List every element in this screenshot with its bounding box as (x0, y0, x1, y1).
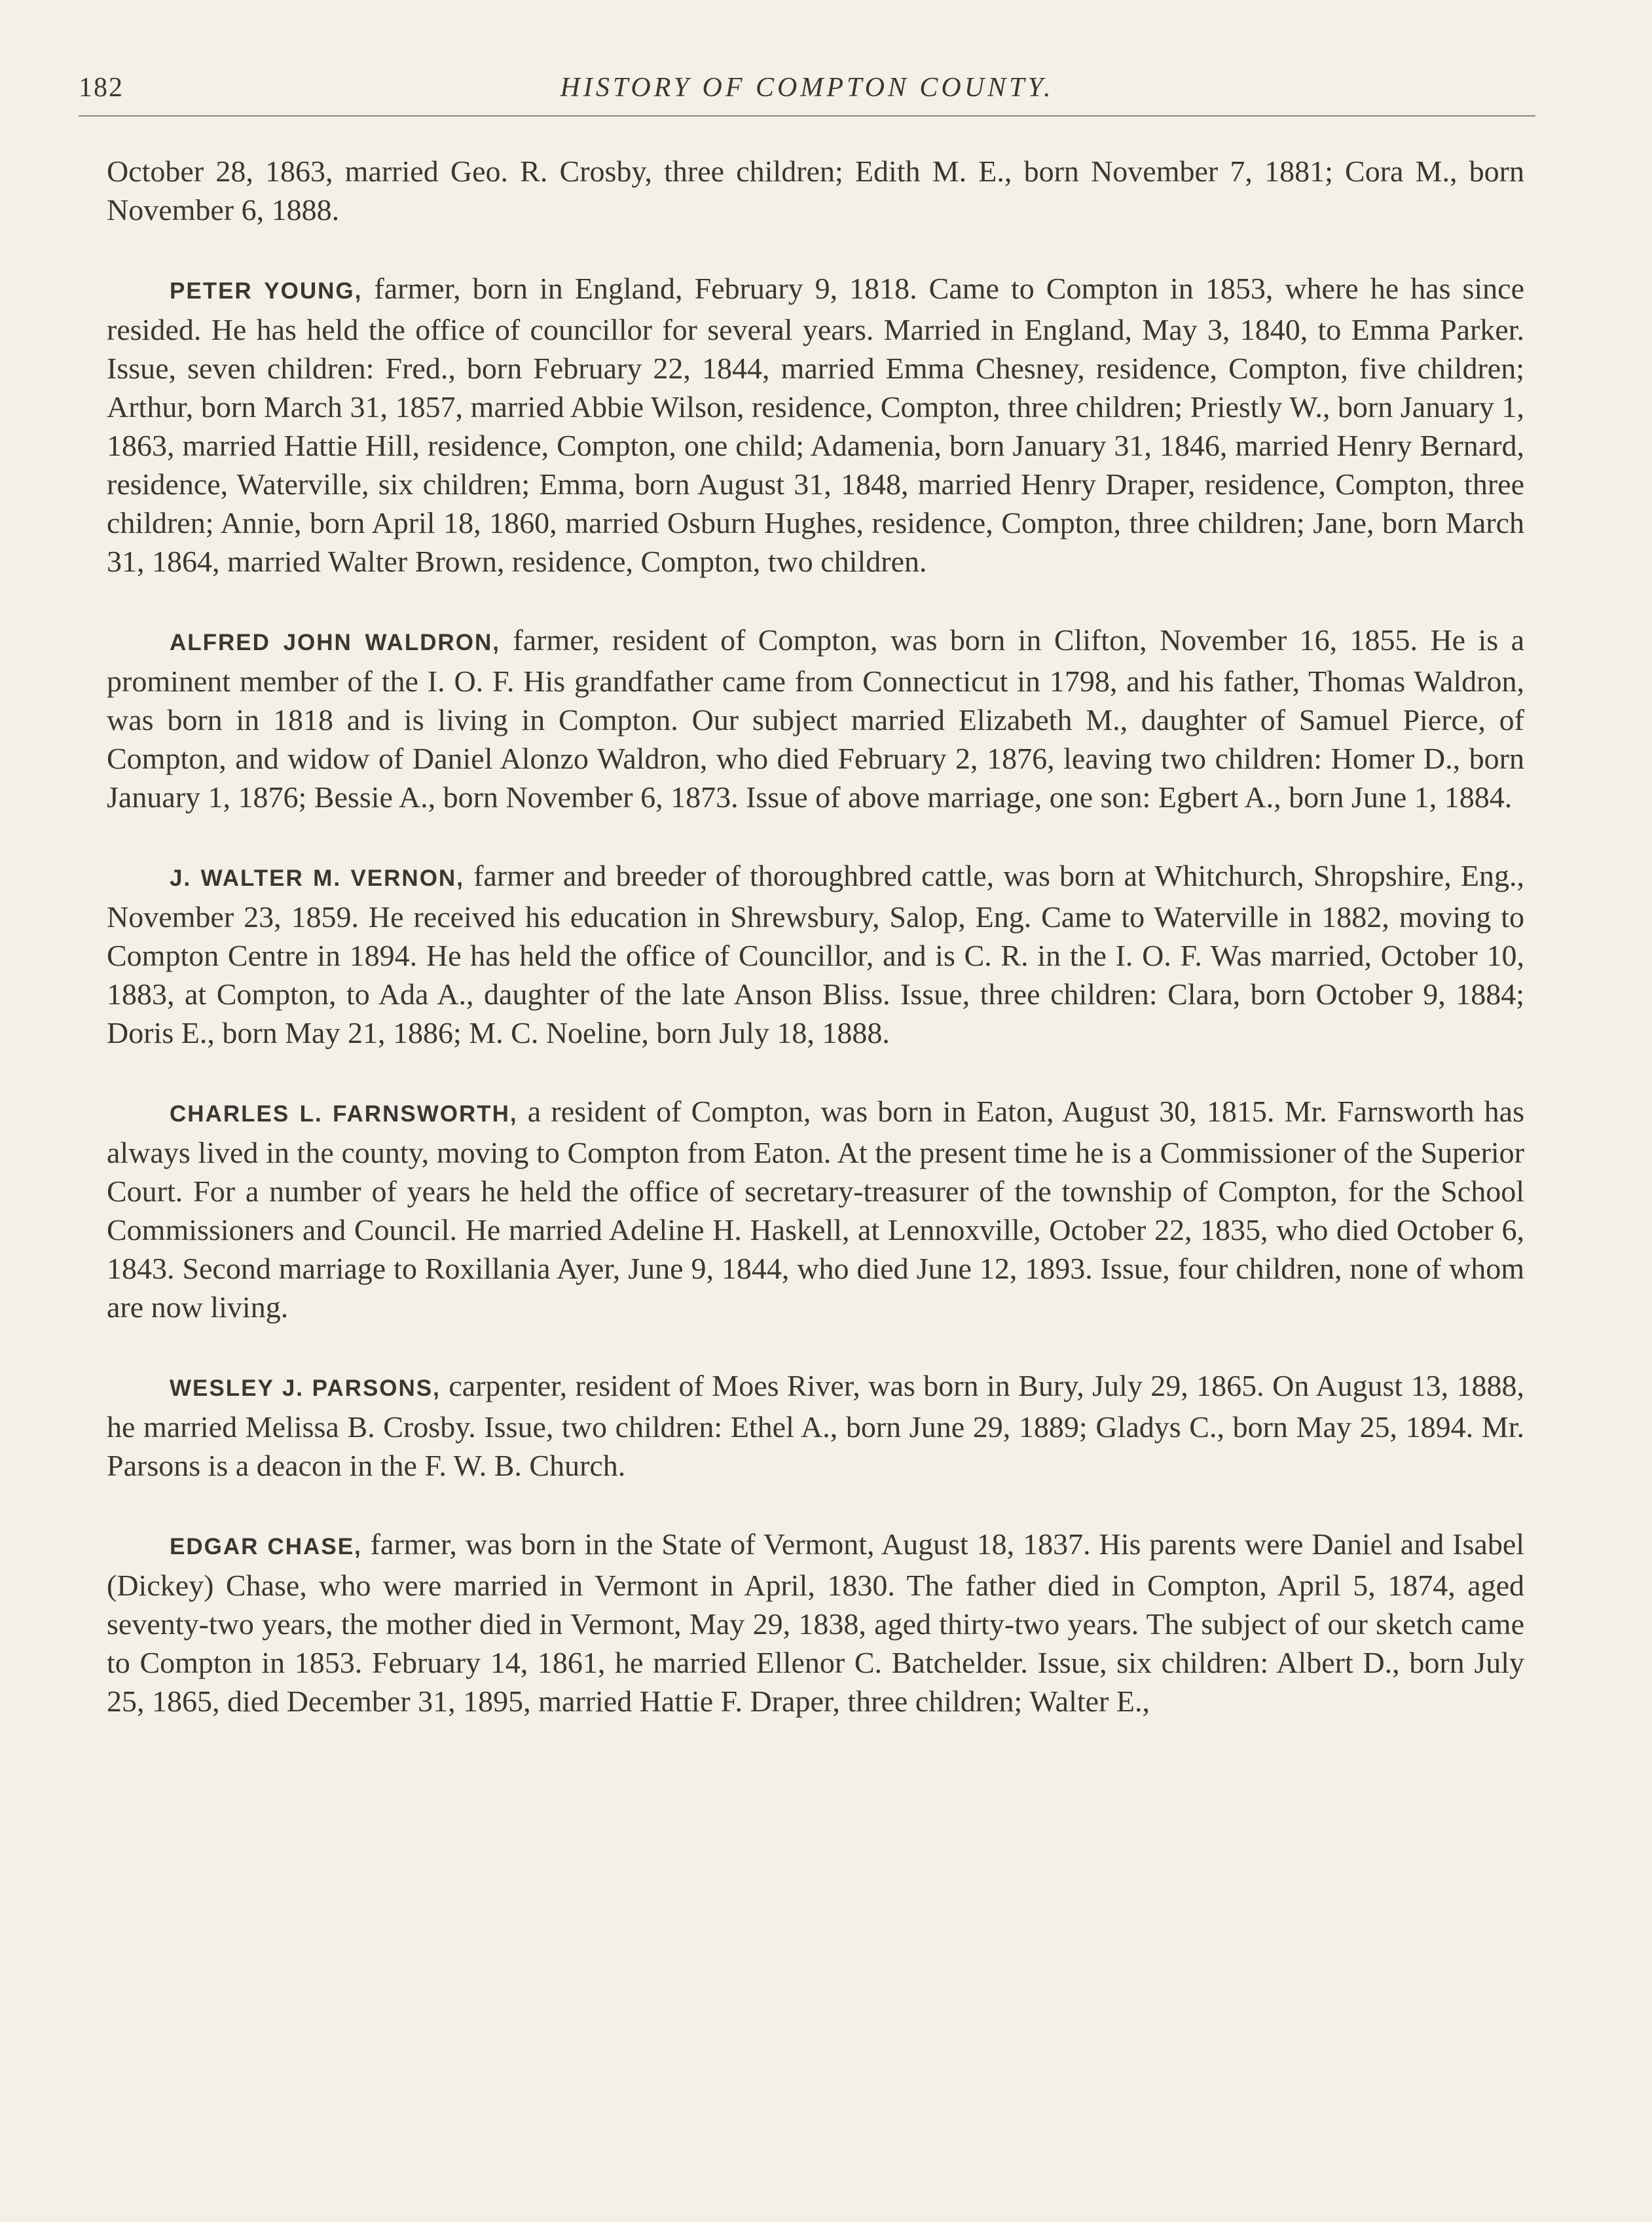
entry-text: farmer and breeder of thoroughbred cattle, was born at Whitchurch, Shropshire, Eng., November 23, 1859. He received his education in Shrewsbury, Salop, Eng. Came to Waterville in 1882, moving to Compton Centre in 1894. He has held the office of Councillor, and is C. R. in the I. O. F. Was married, October 10, 1883, at Compton, to Ada A., daughter of the late Anson Bliss. Issue, three children: Clara, born October 9, 1884; Doris E., born May 21, 1886; M. C. Noeline, born July 18, 1888. (107, 859, 1525, 1049)
entry-text: a resident of Compton, was born in Eaton, August 30, 1815. Mr. Farnsworth has always lived in the county, moving to Compton from Eaton. At the present time he is a Commissioner of the Superior Court. For a number of years he held the office of secretary-treasurer of the township of Compton, for the School Commissioners and Council. He married Adeline H. Haskell, at Lennoxville, October 22, 1835, who died October 6, 1843. Second marriage to Roxillania Ayer, June 9, 1844, who died June 12, 1893. Issue, four children, none of whom are now living. (107, 1095, 1524, 1324)
running-title: HISTORY OF COMPTON COUNTY. (560, 73, 1054, 103)
running-head (79, 65, 1535, 111)
entry-text: farmer, was born in the State of Vermont, August 18, 1837. His parents were Daniel and Isabel (Dickey) Chase, who were married in Vermont in April, 1830. The father died in Compton, April 5, 1874, aged seventy-two years, the mother died in Vermont, May 29, 1838, aged thirty-two years. The subject of our sketch came to Compton in 1853. February 14, 1861, he married Ellenor C. Batchelder. Issue, six children: Albert D., born July 25, 1865, died December 31, 1895, married Hattie F. Draper, three children; Walter E., (107, 1527, 1525, 1718)
entry-text: farmer, resident of Compton, was born in Clifton, November 16, 1855. He is a prominent member of the I. O. F. His grandfather came from Connecticut in 1798, and his father, Thomas Waldron, was born in 1818 and is living in Compton. Our subject married Elizabeth M., daughter of Samuel Pierce, of Compton, and widow of Daniel Alonzo Waldron, who died February 2, 1876, leaving two children: Homer D., born January 1, 1876; Bessie A., born November 6, 1873. Issue of above marriage, one son: Egbert A., born June 1, 1884. (107, 623, 1525, 814)
entry-name: J. WALTER M. VERNON, (170, 865, 464, 891)
entry-text: carpenter, resident of Moes River, was born in Bury, July 29, 1865. On August 13, 1888, he married Melissa B. Crosby. Issue, two children: Ethel A., born June 29, 1889; Gladys C., born May 25, 1894. Mr. Parsons is a deacon in the F. W. B. Church. (107, 1369, 1525, 1482)
entry-j-walter-m-vernon (107, 856, 1524, 1052)
entry-wesley-j-parsons (107, 1366, 1524, 1485)
continuation-paragraph: October 28, 1863, married Geo. R. Crosby, three children; Edith M. E., born November 7, 1881; Cora M., born November 6, 1888. (107, 155, 1524, 227)
entry-name: ALFRED JOHN WALDRON, (170, 630, 500, 655)
body-text (107, 152, 1524, 1760)
entry-edgar-chase (107, 1525, 1524, 1721)
entry-name: CHARLES L. FARNSWORTH, (170, 1101, 518, 1127)
entry-name: WESLEY J. PARSONS, (170, 1375, 441, 1401)
entry-alfred-john-waldron (107, 621, 1524, 816)
page-number: 182 (79, 73, 124, 103)
entry-text: farmer, born in England, February 9, 1818. Came to Compton in 1853, where he has since resided. He has held the office of councillor for several years. Married in England, May 3, 1840, to Emma Parker. Issue, seven children: Fred., born February 22, 1844, married Emma Chesney, residence, Compton, five children; Arthur, born March 31, 1857, married Abbie Wilson, residence, Compton, three children; Priestly W., born January 1, 1863, married Hattie Hill, residence, Compton, one child; Adamenia, born January 31, 1846, married Henry Bernard, residence, Waterville, six children; Emma, born August 31, 1848, married Henry Draper, residence, Compton, three children; Annie, born April 18, 1860, married Osburn Hughes, residence, Compton, three children; Jane, born March 31, 1864, married Walter Brown, residence, Compton, two children. (107, 272, 1524, 578)
entry-name: EDGAR CHASE, (170, 1534, 362, 1559)
entry-charles-l-farnsworth (107, 1092, 1524, 1326)
entry-name: PETER YOUNG, (170, 278, 363, 304)
entry-peter-young (107, 269, 1524, 581)
header-rule (79, 115, 1535, 117)
